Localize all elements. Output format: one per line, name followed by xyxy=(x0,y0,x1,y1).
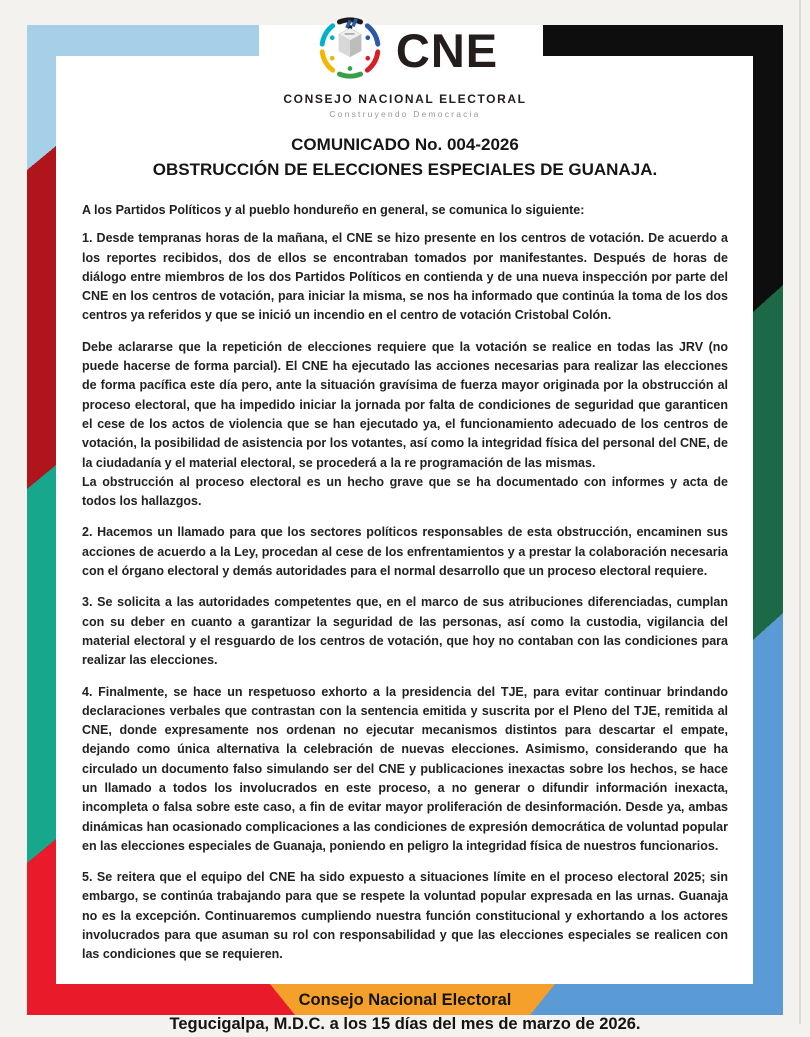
salutation: A los Partidos Políticos y al pueblo hondureño en general, se comunica lo siguiente: xyxy=(82,203,585,218)
footer-org: Consejo Nacional Electoral xyxy=(298,990,512,1009)
frame-right-transition-1 xyxy=(753,285,783,312)
paragraph-1: 1. Desde tempranas horas de la mañana, el CNE se hizo presente en los centros de votación. De acuerdo a los reportes recibidos, dos de ellos se encontraban tomados por manifestantes. Después de horas de diálogo entre miembros de los dos Partidos Políticos en contienda y de una nueva inspección por parte del CNE en los centros de votación, para iniciar la misma, se nos ha informado que continúa la toma de los dos centros ya referidos y que se inició un incendio en el centro de votación Cristobal Colón. xyxy=(82,231,728,323)
frame-left-transition-1 xyxy=(27,146,56,170)
paragraph-6: 5. Se reitera que el equipo del CNE ha sido expuesto a situaciones límite en el proceso electoral 2025; sin embargo, se continúa trabajando para que se respete la voluntad popular expresada en las urnas. Guanaja no es la excepción. Continuaremos cumpliendo nuestra función constitucional y exhortando a los actores involucrados para que asuman su rol con responsabilidad y que las elecciones especiales se realicen con las condiciones que se requieren. xyxy=(82,870,728,962)
comunicado-subtitle: OBSTRUCCIÓN DE ELECCIONES ESPECIALES DE GUANAJA. xyxy=(152,159,658,179)
document-content xyxy=(82,0,728,1037)
ballot-box-circle-icon xyxy=(312,10,388,91)
paragraph-3: 2. Hacemos un llamado para que los sectores políticos responsables de esta obstrucción, encaminen sus acciones de acuerdo a la Ley, procedan al cese de los enfrentamientos y a prestar la colaboración necesaria con el órgano electoral y demás autoridades para el normal desarrollo que un proceso electoral requiere. xyxy=(82,525,728,579)
logo-tagline: Construyendo Democracia xyxy=(329,109,481,119)
frame-left-transition-2 xyxy=(27,465,56,489)
logo-name: CONSEJO NACIONAL ELECTORAL xyxy=(283,92,527,106)
frame-left-lightblue xyxy=(27,25,56,146)
paragraph-5: 4. Finalmente, se hace un respetuoso exhorto a la presidencia del TJE, para evitar continuar brindando declaraciones verbales que contrastan con la sentencia emitida y suscrita por el Pleno del TJE, remitida al CNE, donde expresamente nos ordenan no ejecutar mecanismos distintos para descartar el empate, dejando como única alternativa la celebración de nuevas elecciones. Asimismo, considerando que ha circulado un documento falso simulando ser del CNE y publicaciones inexactas sobre los hechos, se hace un llamado a todos los involucrados en este proceso, a no generar o difundir información inexacta, incompleta o falsa sobre este caso, a fin de evitar mayor proliferación de desinformación. Desde ya, ambas dinámicas han ocasionado complicaciones a las condiciones de expresión democrática de voluntad popular en las elecciones especiales de Guanaja, poniendo en peligro la integridad física de nuestros funcionarios. xyxy=(82,684,728,853)
frame-right-darkgreen xyxy=(753,312,783,613)
frame-right-transition-2 xyxy=(753,613,783,640)
paragraph-4: 3. Se solicita a las autoridades competentes que, en el marco de sus atribuciones diferenciadas, cumplan con su deber en cuanto a garantizar la seguridad de las personas, así como la custodia, vigilancia del material electoral y el resguardo de los centros de votación, que hoy no contaban con las condiciones para realizar las elecciones. xyxy=(82,595,728,668)
comunicado-title: COMUNICADO No. 004-2026 xyxy=(291,135,519,154)
footer xyxy=(82,989,728,1037)
frame-left-teal xyxy=(27,489,56,839)
paragraph-2b: La obstrucción al proceso electoral es un hecho grave que se ha documentado con informes y acta de todos los hallazgos. xyxy=(82,474,728,509)
frame-left-darkred xyxy=(27,170,56,465)
logo-acronym: CNE xyxy=(395,24,499,77)
frame-right-blue xyxy=(753,640,783,1015)
frame-right-black xyxy=(753,25,783,285)
frame-left-transition-3 xyxy=(27,839,56,863)
photo-edge-line xyxy=(799,0,801,1024)
footer-dateline: Tegucigalpa, M.D.C. a los 15 días del mes de marzo de 2026. xyxy=(169,1014,641,1033)
cne-logo xyxy=(82,10,728,119)
paragraph-2: Debe aclararse que la repetición de elecciones requiere que la votación se realice en todas las JRV (no puede hacerse de forma parcial). El CNE ha ejecutado las acciones necesarias para realizar las elecciones de forma pacífica este día pero, ante la situación gravísima de fuerza mayor originada por la obstrucción al proceso electoral, que ha impedido iniciar la jornada por falta de condiciones de seguridad que garanticen el cese de los actos de violencia que se han ejecutado ya, el funcionamiento adecuado de los centros de votación, la posibilidad de asistencia por los votantes, así como la integridad física del personal del CNE, de la ciudadanía y el material electoral, se procederá a la re programación de las mismas. xyxy=(82,339,728,470)
